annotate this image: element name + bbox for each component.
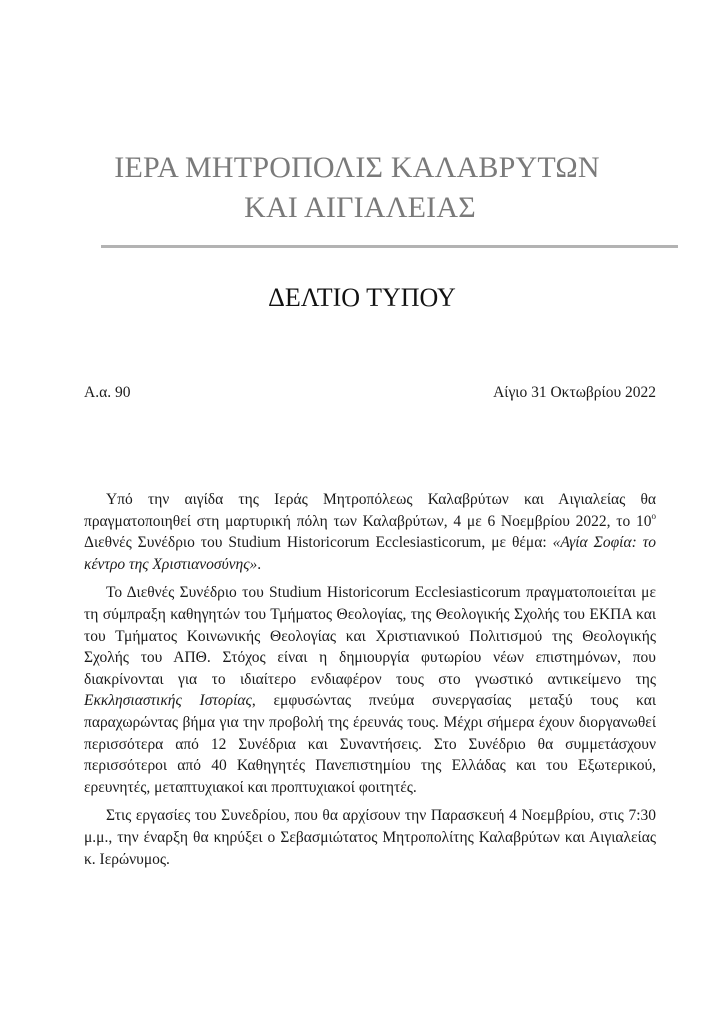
letterhead-line-1: ΙΕΡΑ ΜΗΤΡΟΠΟΛΙΣ ΚΑΛΑΒΡΥΤΩΝ	[114, 151, 600, 184]
conference-theme: «Αγία Σοφία: το κέντρο της Χριστιανοσύνης»	[84, 534, 657, 573]
reference-number: Α.α. 90	[84, 384, 131, 401]
paragraph-1-text-b: Διεθνές Συνέδριο του Studium Historicorum Ecclesiasticorum, με θέμα:	[84, 534, 553, 552]
paragraph-3	[84, 805, 656, 870]
paragraph-3-text: Στις εργασίες του Συνεδρίου, που θα αρχίσουν την Παρασκευή 4 Νοεμβρίου, στις 7:30 μ.μ., την έναρξη θα κηρύξει ο Σεβασμιώτατος Μητροπολίτης Καλαβρύτων και Αιγιαλείας κ. Ιερώνυμος.	[84, 807, 656, 868]
ordinal-superscript: ο	[651, 510, 656, 521]
letterhead-line-2: ΚΑΙ ΑΙΓΙΑΛΕΙΑΣ	[244, 191, 476, 224]
document-title: ΔΕΛΤΙΟ ΤΥΠΟΥ	[268, 283, 456, 312]
paragraph-2-text-b: , εμφυσώντας πνεύμα συνεργασίας μεταξύ τους και παραχωρώντας βήμα για την προβολή της έρευνάς τους. Μέχρι σήμερα έχουν διοργανωθεί περισσότερα από 12 Συνέδρια και Συναντήσεις. Στο Συνέδριο θα συμμετάσχουν περισσότεροι από 40 Καθηγητές Πανεπιστημίου της Ελλάδας και του Εξωτερικού, ερευνητές, μεταπτυχιακοί και προπτυχιακοί φοιτητές.	[84, 692, 656, 796]
paragraph-1	[84, 489, 656, 575]
document-date: Αίγιο 31 Οκτωβρίου 2022	[493, 384, 656, 401]
paragraph-2-text-a: Το Διεθνές Συνέδριο του Studium Historicorum Ecclesiasticorum πραγματοποιείται με τη σύμπραξη καθηγητών του Τμήματος Θεολογίας, της Θεολογικής Σχολής του ΕΚΠΑ και του Τμήματος Κοινωνικής Θεολογίας και Χριστιανικού Πολιτισμού της Θεολογικής Σχολής του ΑΠΘ. Στόχος είναι η δημιουργία φυτωρίου νέων επιστημόνων, που διακρίνονται για το ιδιαίτερο ενδιαφέρον τους στο γνωστικό αντικείμενο της	[84, 584, 656, 688]
paragraph-2	[84, 582, 656, 798]
paragraph-1-text-a: Υπό την αιγίδα της Ιεράς Μητροπόλεως Καλαβρύτων και Αιγιαλείας θα πραγματοποιηθεί στη μαρτυρική πόλη των Καλαβρύτων, 4 με 6 Νοεμβρίου 2022, το 10	[84, 491, 656, 530]
paragraph-1-text-c: .	[257, 555, 262, 573]
document-body	[84, 489, 656, 877]
header-divider	[101, 245, 678, 248]
subject-name: Εκκλησιαστικής Ιστορίας	[84, 692, 252, 710]
